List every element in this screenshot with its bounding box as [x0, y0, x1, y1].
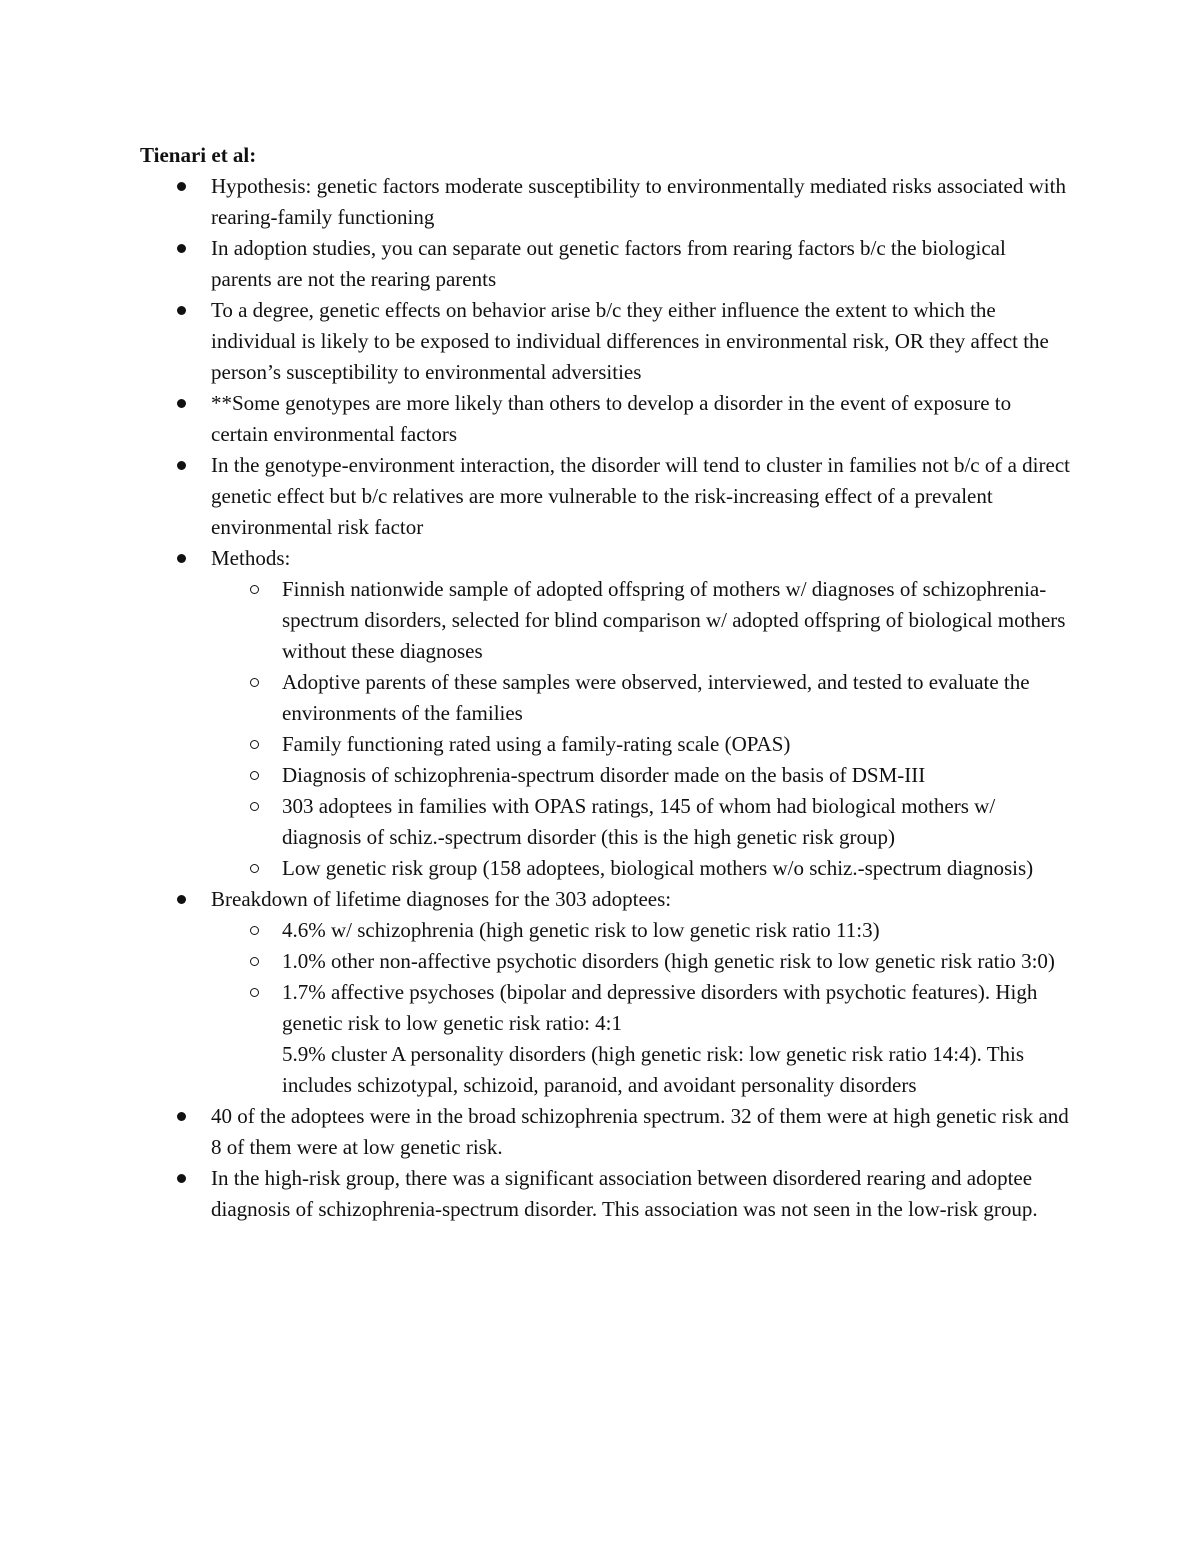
bullet-dot-icon [177, 399, 186, 408]
list-item-text: Breakdown of lifetime diagnoses for the 303 adoptees: [211, 887, 672, 911]
bullet-circle-icon [250, 926, 259, 935]
list-item-text: **Some genotypes are more likely than others to develop a disorder in the event of exposure to certain environmental factors [211, 391, 1012, 446]
bullet-dot-icon [177, 244, 186, 253]
list-item [211, 388, 1070, 450]
bullet-circle-icon [250, 585, 259, 594]
list-item-text: Methods: [211, 546, 291, 570]
list-item [211, 171, 1070, 233]
document-page [140, 140, 1070, 1225]
list-item [211, 1163, 1070, 1225]
list-item-text: In adoption studies, you can separate out genetic factors from rearing factors b/c the biological parents are not the rearing parents [211, 236, 1006, 291]
sub-list-item-text: 303 adoptees in families with OPAS ratings, 145 of whom had biological mothers w/ diagnosis of schiz.-spectrum disorder (this is the high genetic risk group) [282, 794, 996, 849]
list-item-methods [211, 543, 1070, 884]
sub-list-item-text: Finnish nationwide sample of adopted offspring of mothers w/ diagnoses of schizophrenia-spectrum disorders, selected for blind comparison w/ adopted offspring of biological mothers without these diagnoses [282, 577, 1066, 663]
bullet-dot-icon [177, 1112, 186, 1121]
bullet-dot-icon [177, 306, 186, 315]
list-item-text: 40 of the adoptees were in the broad schizophrenia spectrum. 32 of them were at high genetic risk and 8 of them were at low genetic risk. [211, 1104, 1069, 1159]
sub-list-methods [211, 574, 1070, 884]
bullet-dot-icon [177, 461, 186, 470]
list-item [211, 233, 1070, 295]
sub-list-item [282, 760, 1070, 791]
sub-list-item [282, 915, 1070, 946]
list-item-breakdown [211, 884, 1070, 1101]
sub-list-item-continuation: 5.9% cluster A personality disorders (high genetic risk: low genetic risk ratio 14:4). This includes schizotypal, schizoid, paranoid, and avoidant personality disorders [282, 1042, 1025, 1097]
list-item-text: In the high-risk group, there was a significant association between disordered rearing and adoptee diagnosis of schizophrenia-spectrum disorder. This association was not seen in the low-risk group. [211, 1166, 1038, 1221]
sub-list-item [282, 729, 1070, 760]
page-title: Tienari et al: [140, 143, 257, 167]
bullet-dot-icon [177, 895, 186, 904]
sub-list-item-text: Adoptive parents of these samples were observed, interviewed, and tested to evaluate the environments of the families [282, 670, 1030, 725]
bullet-circle-icon [250, 864, 259, 873]
sub-list-item [282, 791, 1070, 853]
bullet-circle-icon [250, 771, 259, 780]
list-item-text: Hypothesis: genetic factors moderate susceptibility to environmentally mediated risks associated with rearing-family functioning [211, 174, 1066, 229]
bullet-dot-icon [177, 182, 186, 191]
list-item-text: To a degree, genetic effects on behavior arise b/c they either influence the extent to which the individual is likely to be exposed to individual differences in environmental risk, OR they affect the person’s susceptibility to environmental adversities [211, 298, 1049, 384]
bullet-list [140, 171, 1070, 1225]
sub-list-item-text: 1.7% affective psychoses (bipolar and depressive disorders with psychotic features). High genetic risk to low genetic risk ratio: 4:1 [282, 980, 1038, 1035]
bullet-dot-icon [177, 1174, 186, 1183]
sub-list-breakdown [211, 915, 1070, 1101]
bullet-circle-icon [250, 957, 259, 966]
sub-list-item-text: Diagnosis of schizophrenia-spectrum disorder made on the basis of DSM-III [282, 763, 926, 787]
sub-list-item-text: 1.0% other non-affective psychotic disorders (high genetic risk to low genetic risk ratio 3:0) [282, 949, 1055, 973]
bullet-circle-icon [250, 802, 259, 811]
sub-list-item-text: 4.6% w/ schizophrenia (high genetic risk to low genetic risk ratio 11:3) [282, 918, 880, 942]
list-item [211, 295, 1070, 388]
sub-list-item [282, 977, 1070, 1101]
list-item [211, 1101, 1070, 1163]
sub-list-item-text: Family functioning rated using a family-rating scale (OPAS) [282, 732, 791, 756]
sub-list-item [282, 574, 1070, 667]
list-item-text: In the genotype-environment interaction, the disorder will tend to cluster in families not b/c of a direct genetic effect but b/c relatives are more vulnerable to the risk-increasing effect of a prevalent environmental risk factor [211, 453, 1070, 539]
sub-list-item [282, 667, 1070, 729]
bullet-dot-icon [177, 554, 186, 563]
list-item [211, 450, 1070, 543]
bullet-circle-icon [250, 988, 259, 997]
bullet-circle-icon [250, 740, 259, 749]
bullet-circle-icon [250, 678, 259, 687]
sub-list-item [282, 946, 1070, 977]
sub-list-item [282, 853, 1070, 884]
sub-list-item-text: Low genetic risk group (158 adoptees, biological mothers w/o schiz.-spectrum diagnosis) [282, 856, 1034, 880]
